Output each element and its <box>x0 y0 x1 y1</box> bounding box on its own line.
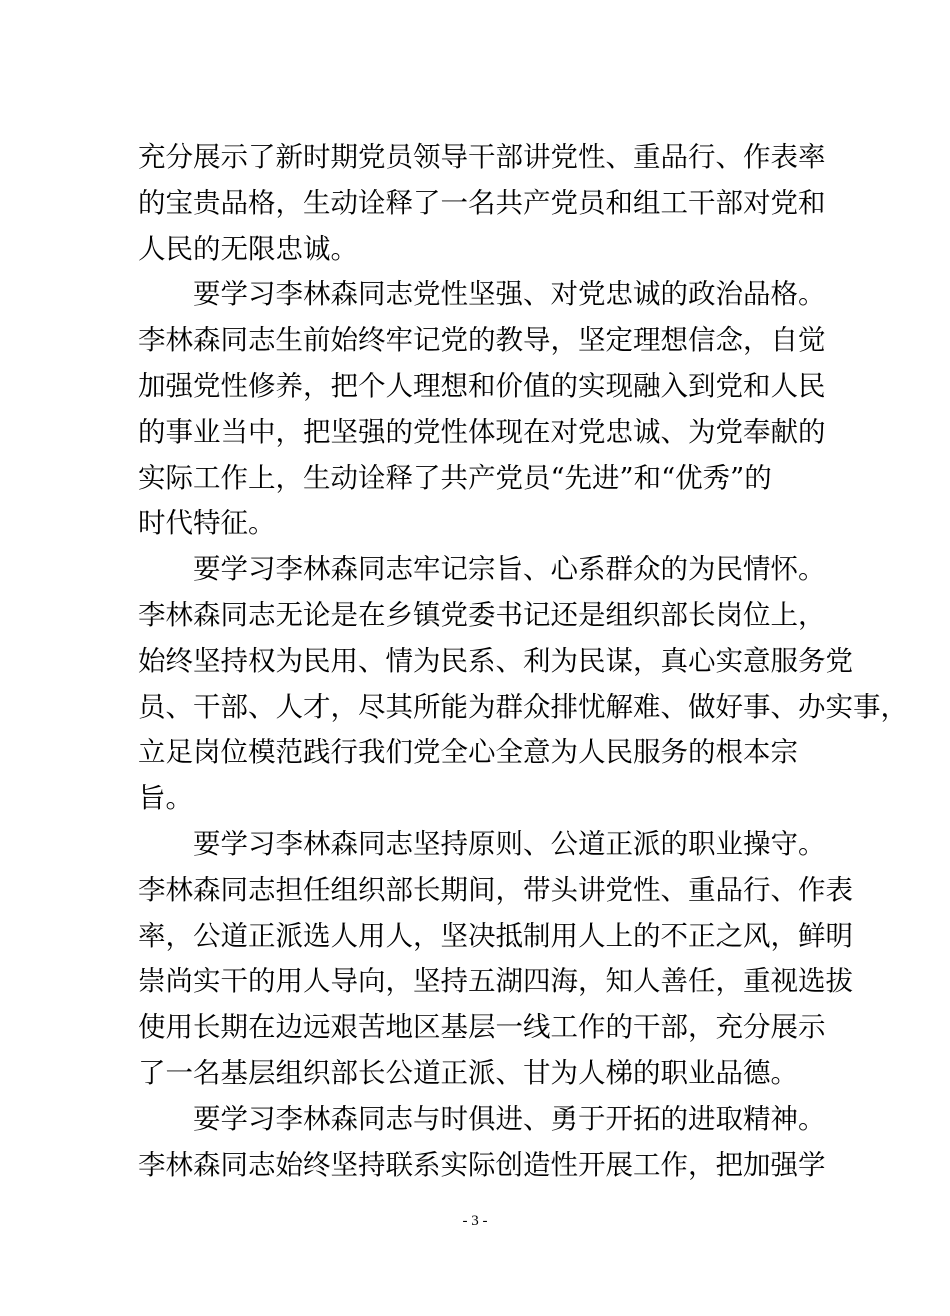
text-line: 了一名基层组织部长公道正派、甘为人梯的职业品德。 <box>138 1056 798 1089</box>
page-number: - 3 - <box>462 1213 488 1229</box>
text-line: 人民的无限忠诚。 <box>138 232 358 265</box>
text-line: 的宝贵品格，生动诠释了一名共产党员和组工干部对党和 <box>138 186 826 219</box>
paragraph-lead-line: 要学习李林森同志牢记宗旨、心系群众的为民情怀。 <box>193 553 826 586</box>
text-line: 实际工作上，生动诠释了共产党员“先进”和“优秀”的 <box>138 461 772 494</box>
text-line: 李林森同志始终坚持联系实际创造性开展工作，把加强学 <box>138 1148 826 1181</box>
text-line: 充分展示了新时期党员领导干部讲党性、重品行、作表率 <box>138 141 826 173</box>
text-line: 的事业当中，把坚强的党性体现在对党忠诚、为党奉献的 <box>138 415 826 448</box>
text-line: 崇尚实干的用人导向，坚持五湖四海，知人善任，重视选拔 <box>138 965 853 998</box>
text-line: 李林森同志担任组织部长期间，带头讲党性、重品行、作表 <box>138 873 853 906</box>
body-text <box>138 135 908 1188</box>
paragraph-lead-line: 要学习李林森同志坚持原则、公道正派的职业操守。 <box>193 827 826 860</box>
text-line: 时代特征。 <box>138 507 276 540</box>
text-line: 始终坚持权为民用、情为民系、利为民谋，真心实意服务党 <box>138 644 853 677</box>
text-line: 李林森同志生前始终牢记党的教导，坚定理想信念，自觉 <box>138 324 826 357</box>
text-line: 旨。 <box>138 782 193 815</box>
text-line: 李林森同志无论是在乡镇党委书记还是组织部长岗位上， <box>138 598 826 631</box>
text-line: 加强党性修养，把个人理想和价值的实现融入到党和人民 <box>138 369 826 402</box>
text-line: 立足岗位模范践行我们党全心全意为人民服务的根本宗 <box>138 736 798 769</box>
text-line: 率，公道正派选人用人，坚决抵制用人上的不正之风，鲜明 <box>138 919 853 952</box>
text-line: 使用长期在边远艰苦地区基层一线工作的干部，充分展示 <box>138 1011 826 1044</box>
paragraph-lead-line: 要学习李林森同志与时俱进、勇于开拓的进取精神。 <box>193 1102 826 1135</box>
paragraph-lead-line: 要学习李林森同志党性坚强、对党忠诚的政治品格。 <box>193 278 826 311</box>
text-line: 员、干部、人才，尽其所能为群众排忧解难、做好事、办实事， <box>138 690 908 723</box>
